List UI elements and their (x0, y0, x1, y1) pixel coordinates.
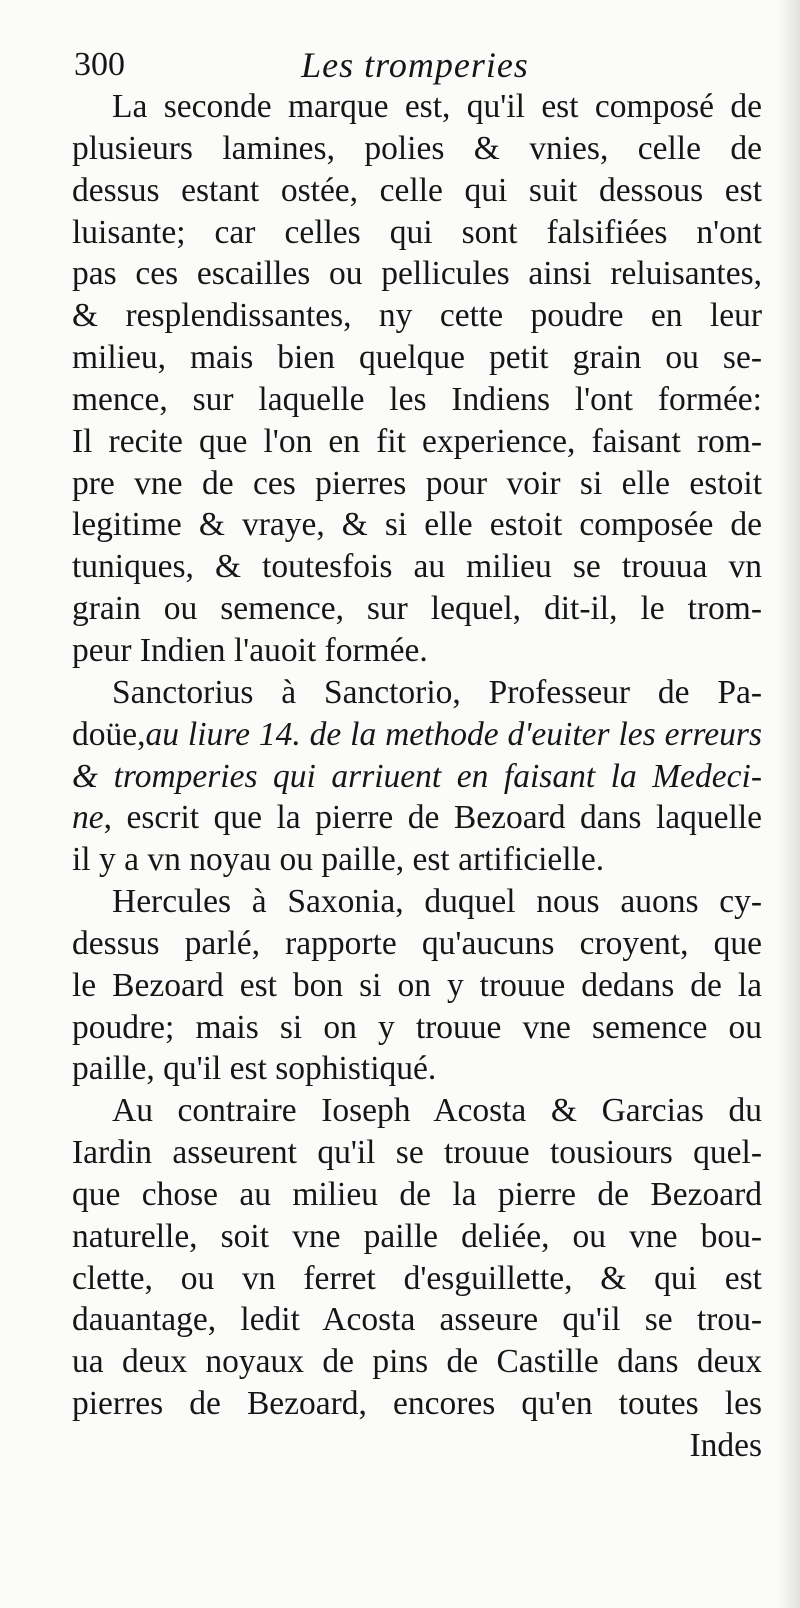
line-text: Sanctorius à Sanctorio, Professeur de Pa- (112, 673, 762, 711)
text-line (72, 1425, 762, 1467)
line-text: Iardin asseurent qu'il se trouue tousiours quel- (72, 1134, 762, 1172)
line-text: Au contraire Ioseph Acosta & Garcias du (112, 1092, 762, 1130)
italic-text: ne (72, 799, 104, 837)
line-text: legitime & vraye, & si elle estoit composée de (72, 506, 762, 544)
text-line (72, 295, 762, 337)
line-text: pierres de Bezoard, encores qu'en toutes les (72, 1385, 762, 1423)
text-line (72, 337, 762, 379)
line-text: paille, qu'il est sophistiqué. (72, 1050, 437, 1088)
running-head: Les tromperies (301, 45, 529, 85)
text-line (72, 1299, 762, 1341)
text-line (72, 1132, 762, 1174)
line-text: poudre; mais si on y trouue vne semence ou (72, 1008, 762, 1046)
line-text: mence, sur laquelle les Indiens l'ont formée: (72, 380, 762, 418)
text-line (72, 881, 762, 923)
text-line (72, 588, 762, 630)
text-line (72, 128, 762, 170)
line-text: doüe, (72, 715, 146, 753)
line-text: & resplendissantes, ny cette poudre en leur (72, 297, 762, 335)
italic-text: au liure 14. de la methode d'euiter les erreurs (145, 715, 762, 753)
text-line (72, 170, 762, 212)
text-line (72, 1007, 762, 1049)
line-text: Il recite que l'on en fit experience, faisant rom- (72, 422, 762, 460)
line-text: naturelle, soit vne paille deliée, ou vne bou- (72, 1217, 762, 1255)
line-text: que chose au milieu de la pierre de Bezoard (72, 1175, 762, 1213)
text-line (72, 1048, 762, 1090)
text-line (72, 965, 762, 1007)
text-line (72, 212, 762, 254)
text-line (72, 1383, 762, 1425)
line-text: pre vne de ces pierres pour voir si elle estoit (72, 464, 762, 502)
page-number: 300 (74, 46, 125, 83)
line-text: grain ou semence, sur lequel, dit-il, le trom- (72, 590, 762, 628)
line-text: ua deux noyaux de pins de Castille dans deux (72, 1343, 762, 1381)
line-text: dessus estant ostée, celle qui suit dessous est (72, 171, 762, 209)
text-line (72, 379, 762, 421)
line-text: dauantage, ledit Acosta asseure qu'il se trou- (72, 1301, 762, 1339)
page-spine-shadow (778, 0, 800, 1608)
text-line (72, 1090, 762, 1132)
text-line (72, 756, 762, 798)
line-text: plusieurs lamines, polies & vnies, celle de (72, 129, 762, 167)
line-text: , escrit que la pierre de Bezoard dans laquelle (103, 799, 762, 837)
text-line (72, 1258, 762, 1300)
text-line (72, 714, 762, 756)
text-line (72, 923, 762, 965)
text-line (72, 546, 762, 588)
text-line (72, 672, 762, 714)
line-text: clette, ou vn ferret d'esguillette, & qui est (72, 1259, 762, 1297)
text-line (72, 1216, 762, 1258)
line-text: Hercules à Saxonia, duquel nous auons cy- (112, 883, 762, 921)
text-line (72, 797, 762, 839)
line-text: dessus parlé, rapporte qu'aucuns croyent, que (72, 924, 762, 962)
line-text: pas ces escailles ou pellicules ainsi reluisantes, (72, 255, 762, 293)
italic-text: & tromperies qui arriuent en faisant la Medeci- (72, 757, 762, 795)
text-line (72, 421, 762, 463)
text-line (72, 1174, 762, 1216)
text-line (72, 253, 762, 295)
text-line (72, 504, 762, 546)
line-text: milieu, mais bien quelque petit grain ou se- (72, 339, 762, 377)
text-line (72, 630, 762, 672)
line-text: Indes (689, 1427, 762, 1464)
line-text: il y a vn noyau ou paille, est artificielle. (72, 841, 605, 879)
line-text: le Bezoard est bon si on y trouue dedans de la (72, 966, 762, 1004)
text-line (72, 463, 762, 505)
line-text: luisante; car celles qui sont falsifiées n'ont (72, 213, 762, 251)
text-line (72, 839, 762, 881)
line-text: peur Indien l'auoit formée. (72, 631, 428, 669)
text-line (72, 86, 762, 128)
body-text (72, 86, 762, 1467)
line-text: tuniques, & toutesfois au milieu se trouua vn (72, 548, 762, 586)
text-line (72, 1341, 762, 1383)
line-text: La seconde marque est, qu'il est composé de (112, 88, 762, 125)
